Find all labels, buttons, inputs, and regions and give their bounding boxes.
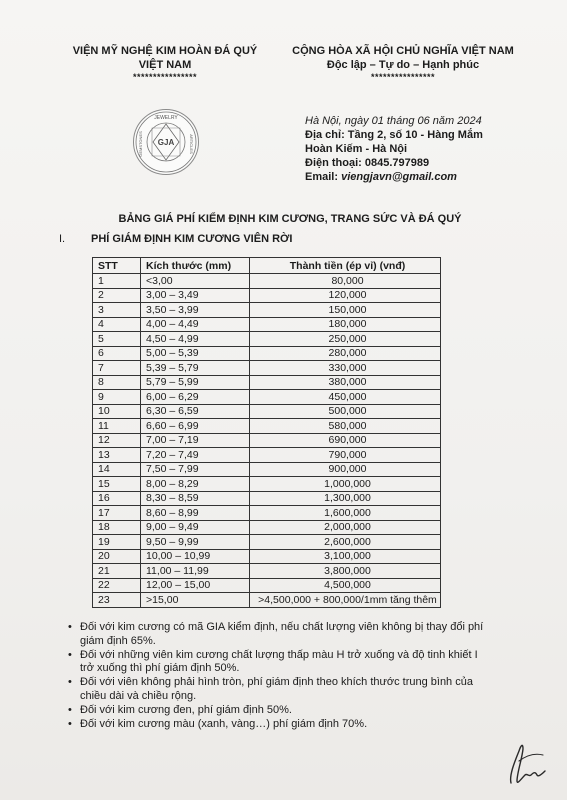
cell-size: 12,00 – 15,00 <box>141 578 250 593</box>
cell-stt: 6 <box>93 346 141 361</box>
cell-stt: 13 <box>93 448 141 463</box>
cell-price: 1,300,000 <box>250 491 441 506</box>
cell-size: 8,30 – 8,59 <box>141 491 250 506</box>
cell-price: 2,000,000 <box>250 520 441 535</box>
cell-size: 4,00 – 4,49 <box>141 317 250 332</box>
cell-price: 280,000 <box>250 346 441 361</box>
cell-stt: 14 <box>93 462 141 477</box>
cell-size: 7,20 – 7,49 <box>141 448 250 463</box>
cell-stt: 21 <box>93 564 141 579</box>
cell-price: 3,100,000 <box>250 549 441 564</box>
address-line2: Hoàn Kiếm - Hà Nội <box>305 143 408 155</box>
cell-stt: 7 <box>93 361 141 376</box>
table-row <box>93 549 441 564</box>
note-text: Đối với kim cương màu (xanh, vàng…) phí giám định 70%. <box>80 717 368 730</box>
cell-price: 2,600,000 <box>250 535 441 550</box>
email-address: viengjavn@gmail.com <box>341 171 457 183</box>
cell-size: 5,79 – 5,99 <box>141 375 250 390</box>
note-item <box>68 704 488 718</box>
svg-text:GJA: GJA <box>157 138 175 147</box>
bullet-icon: • <box>68 676 72 688</box>
cell-size: 10,00 – 10,99 <box>141 549 250 564</box>
cell-price: 150,000 <box>250 303 441 318</box>
cell-stt: 20 <box>93 549 141 564</box>
cell-size: >15,00 <box>141 593 250 608</box>
cell-price: 500,000 <box>250 404 441 419</box>
cell-size: 6,00 – 6,29 <box>141 390 250 405</box>
cell-size: 3,00 – 3,49 <box>141 288 250 303</box>
column-header-size: Kích thước (mm) <box>141 258 250 274</box>
org-name-line2: VIỆT NAM <box>138 59 192 71</box>
contact-block <box>305 114 535 184</box>
cell-stt: 18 <box>93 520 141 535</box>
email-line <box>305 170 535 184</box>
nation-stars-divider: **************** <box>370 72 436 82</box>
nation-name: CỘNG HÒA XÃ HỘI CHỦ NGHĨA VIỆT NAM <box>292 45 514 57</box>
cell-stt: 2 <box>93 288 141 303</box>
cell-stt: 8 <box>93 375 141 390</box>
cell-size: 11,00 – 11,99 <box>141 564 250 579</box>
cell-price: 900,000 <box>250 462 441 477</box>
cell-price: 250,000 <box>250 332 441 347</box>
cell-price: 4,500,000 <box>250 578 441 593</box>
cell-price: 450,000 <box>250 390 441 405</box>
cell-stt: 16 <box>93 491 141 506</box>
table-row <box>93 433 441 448</box>
svg-text:JEWELRY: JEWELRY <box>154 115 178 121</box>
cell-stt: 10 <box>93 404 141 419</box>
section-heading <box>59 233 292 245</box>
table-row <box>93 491 441 506</box>
organization-header <box>60 44 270 83</box>
org-name-line1: VIỆN MỸ NGHỆ KIM HOÀN ĐÁ QUÝ <box>72 45 258 57</box>
cell-size: 5,39 – 5,79 <box>141 361 250 376</box>
note-item <box>68 649 488 676</box>
phone-number: Điện thoại: 0845.797989 <box>305 157 430 169</box>
table-row <box>93 288 441 303</box>
cell-stt: 1 <box>93 274 141 289</box>
cell-price: 580,000 <box>250 419 441 434</box>
table-row <box>93 477 441 492</box>
table-row <box>93 578 441 593</box>
cell-stt: 5 <box>93 332 141 347</box>
cell-price: 380,000 <box>250 375 441 390</box>
table-row <box>93 361 441 376</box>
note-text: Đối với viên không phải hình tròn, phí giám định theo khích thước trung bình của chiều dài và chiều rộng. <box>80 676 473 702</box>
table-row <box>93 375 441 390</box>
cell-stt: 23 <box>93 593 141 608</box>
note-item <box>68 621 488 648</box>
note-text: Đối với kim cương đen, phí giám định 50%. <box>80 703 292 716</box>
cell-price: 690,000 <box>250 433 441 448</box>
cell-stt: 12 <box>93 433 141 448</box>
cell-price: 80,000 <box>250 274 441 289</box>
gja-seal-logo <box>133 109 199 175</box>
section-number: I. <box>59 233 66 245</box>
column-header-stt: STT <box>93 258 141 274</box>
notes-list <box>68 621 488 732</box>
address-line1: Địa chỉ: Tầng 2, số 10 - Hàng Mắm <box>305 129 483 141</box>
table-header-row <box>93 258 441 274</box>
cell-stt: 17 <box>93 506 141 521</box>
cell-price: >4,500,000 + 800,000/1mm tăng thêm <box>250 593 441 608</box>
cell-stt: 11 <box>93 419 141 434</box>
table-row <box>93 593 441 608</box>
cell-stt: 9 <box>93 390 141 405</box>
table-row <box>93 303 441 318</box>
nation-motto: Độc lập – Tự do – Hạnh phúc <box>326 59 480 71</box>
email-label: Email: <box>305 171 342 183</box>
bullet-icon: • <box>68 621 72 633</box>
bullet-icon: • <box>68 648 72 661</box>
cell-size: 9,50 – 9,99 <box>141 535 250 550</box>
signature-mark <box>505 735 555 795</box>
note-text: Đối với những viên kim cương chất lượng thấp màu H trở xuống và độ tinh khiết I trở xuống thì phí giám định 50%. <box>80 648 478 674</box>
table-row <box>93 564 441 579</box>
cell-stt: 4 <box>93 317 141 332</box>
svg-text:GEMSTONES: GEMSTONES <box>138 131 143 157</box>
cell-size: 7,00 – 7,19 <box>141 433 250 448</box>
cell-size: 8,00 – 8,29 <box>141 477 250 492</box>
note-item <box>68 676 488 703</box>
cell-stt: 15 <box>93 477 141 492</box>
note-text: Đối với kim cương có mã GIA kiểm định, nếu chất lượng viên không bị thay đổi phí giám định 65%. <box>80 621 484 647</box>
note-item <box>68 718 488 732</box>
cell-stt: 19 <box>93 535 141 550</box>
bullet-icon: • <box>68 717 72 730</box>
table-row <box>93 520 441 535</box>
cell-size: 5,00 – 5,39 <box>141 346 250 361</box>
cell-price: 1,000,000 <box>250 477 441 492</box>
issue-date: Hà Nội, ngày 01 tháng 06 năm 2024 <box>305 115 482 127</box>
cell-price: 3,800,000 <box>250 564 441 579</box>
cell-size: <3,00 <box>141 274 250 289</box>
cell-stt: 3 <box>93 303 141 318</box>
column-header-price: Thành tiền (ép vỉ) (vnđ) <box>250 258 441 274</box>
cell-size: 6,30 – 6,59 <box>141 404 250 419</box>
table-row <box>93 535 441 550</box>
table-row <box>93 346 441 361</box>
cell-size: 9,00 – 9,49 <box>141 520 250 535</box>
table-row <box>93 404 441 419</box>
cell-price: 790,000 <box>250 448 441 463</box>
org-stars-divider: **************** <box>132 72 198 82</box>
price-table <box>92 257 441 608</box>
cell-price: 330,000 <box>250 361 441 376</box>
cell-price: 120,000 <box>250 288 441 303</box>
cell-price: 180,000 <box>250 317 441 332</box>
cell-size: 6,60 – 6,99 <box>141 419 250 434</box>
section-title: PHÍ GIÁM ĐỊNH KIM CƯƠNG VIÊN RỜI <box>91 233 293 245</box>
table-row <box>93 448 441 463</box>
table-row <box>93 390 441 405</box>
svg-text:ARTICLES: ARTICLES <box>189 134 194 154</box>
document-title: BẢNG GIÁ PHÍ KIỂM ĐỊNH KIM CƯƠNG, TRANG SỨC VÀ ĐÁ QUÝ <box>118 213 462 225</box>
table-row <box>93 506 441 521</box>
bullet-icon: • <box>68 703 72 716</box>
cell-stt: 22 <box>93 578 141 593</box>
national-header <box>278 44 528 83</box>
cell-size: 3,50 – 3,99 <box>141 303 250 318</box>
table-row <box>93 462 441 477</box>
table-body <box>93 274 441 608</box>
cell-size: 4,50 – 4,99 <box>141 332 250 347</box>
table-row <box>93 332 441 347</box>
cell-size: 8,60 – 8,99 <box>141 506 250 521</box>
table-row <box>93 419 441 434</box>
cell-price: 1,600,000 <box>250 506 441 521</box>
table-row <box>93 274 441 289</box>
table-row <box>93 317 441 332</box>
cell-size: 7,50 – 7,99 <box>141 462 250 477</box>
